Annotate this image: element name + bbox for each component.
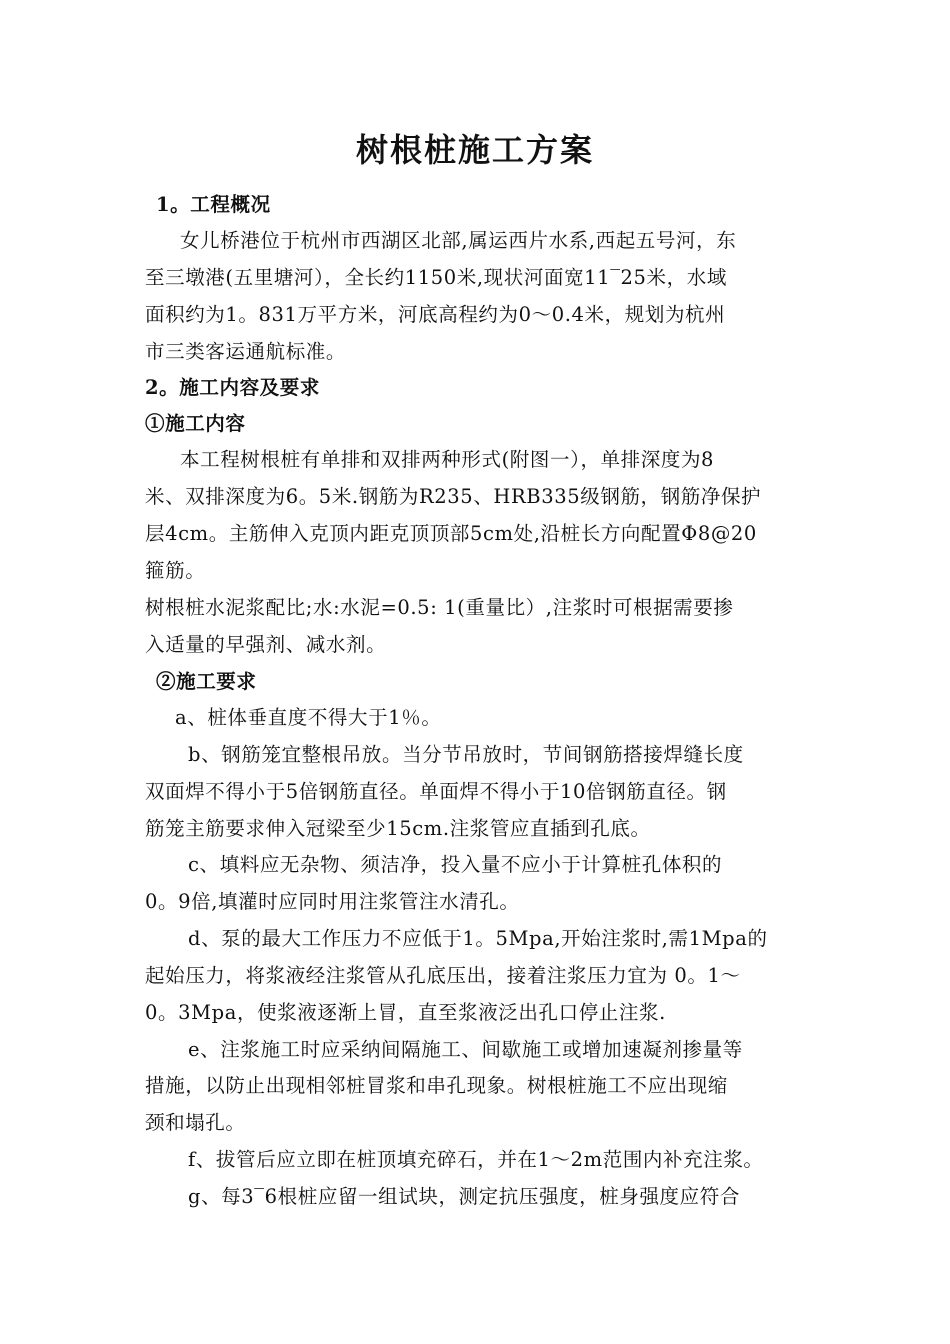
paragraph-line: 层4cm。主筋伸入克顶内距克顶顶部5cm处,沿桩长方向配置Φ8@20 (145, 522, 757, 545)
paragraph-line: 树根桩水泥浆配比;水:水泥=0.5: 1(重量比）,注浆时可根据需要掺 (145, 596, 734, 619)
section-heading-overview: 1。工程概况 (156, 193, 271, 216)
subsection-heading-content: ①施工内容 (145, 412, 246, 435)
list-item: a、桩体垂直度不得大于1％。 (175, 706, 442, 729)
paragraph-line: 本工程树根桩有单排和双排两种形式(附图一），单排深度为8 (180, 448, 715, 471)
paragraph-line: 至三墩港(五里塘河），全长约1150米,现状河面宽11‾25米，水域 (145, 266, 727, 289)
list-item: c、填料应无杂物、须洁净，投入量不应小于计算桩孔体积的 (188, 853, 723, 876)
paragraph-line: 起始压力，将浆液经注浆管从孔底压出，接着注浆压力宜为 0。1～ (145, 964, 741, 987)
paragraph-line: 入适量的早强剂、减水剂。 (145, 633, 387, 656)
paragraph-line: 颈和塌孔。 (145, 1111, 246, 1134)
section-heading-content: 2。施工内容及要求 (145, 376, 320, 399)
list-item: g、每3‾6根桩应留一组试块，测定抗压强度，桩身强度应符合 (188, 1185, 740, 1208)
paragraph-line: 0。9倍,填灌时应同时用注浆管注水清孔。 (145, 890, 520, 913)
paragraph-line: 米、双排深度为6。5米.钢筋为R235、HRB335级钢筋，钢筋净保护 (145, 485, 762, 508)
paragraph-line: 双面焊不得小于5倍钢筋直径。单面焊不得小于10倍钢筋直径。钢 (145, 780, 727, 803)
document-title: 树根桩施工方案 (355, 131, 594, 169)
list-item: d、泵的最大工作压力不应低于1。5Mpa,开始注浆时,需1Mpa的 (188, 927, 768, 950)
paragraph-line: 0。3Mpa，使浆液逐渐上冒，直至浆液泛出孔口停止注浆. (145, 1001, 666, 1024)
paragraph-line: 女儿桥港位于杭州市西湖区北部,属运西片水系,西起五号河，东 (180, 229, 737, 252)
paragraph-line: 措施，以防止出现相邻桩冒浆和串孔现象。树根桩施工不应出现缩 (145, 1074, 728, 1097)
paragraph-line: 面积约为1。831万平方米，河底高程约为0～0.4米，规划为杭州 (145, 303, 726, 326)
subsection-heading-requirements: ②施工要求 (156, 670, 257, 693)
list-item: e、注浆施工时应采纳间隔施工、间歇施工或增加速凝剂掺量等 (188, 1038, 743, 1061)
paragraph-line: 筋笼主筋要求伸入冠梁至少15cm.注浆管应直插到孔底。 (145, 817, 651, 840)
paragraph-line: 箍筋。 (145, 559, 206, 582)
list-item: f、拔管后应立即在桩顶填充碎石，并在1～2m范围内补充注浆。 (188, 1148, 764, 1171)
paragraph-line: 市三类客运通航标准。 (145, 340, 347, 363)
list-item: b、钢筋笼宜整根吊放。当分节吊放时，节间钢筋搭接焊缝长度 (188, 743, 744, 766)
